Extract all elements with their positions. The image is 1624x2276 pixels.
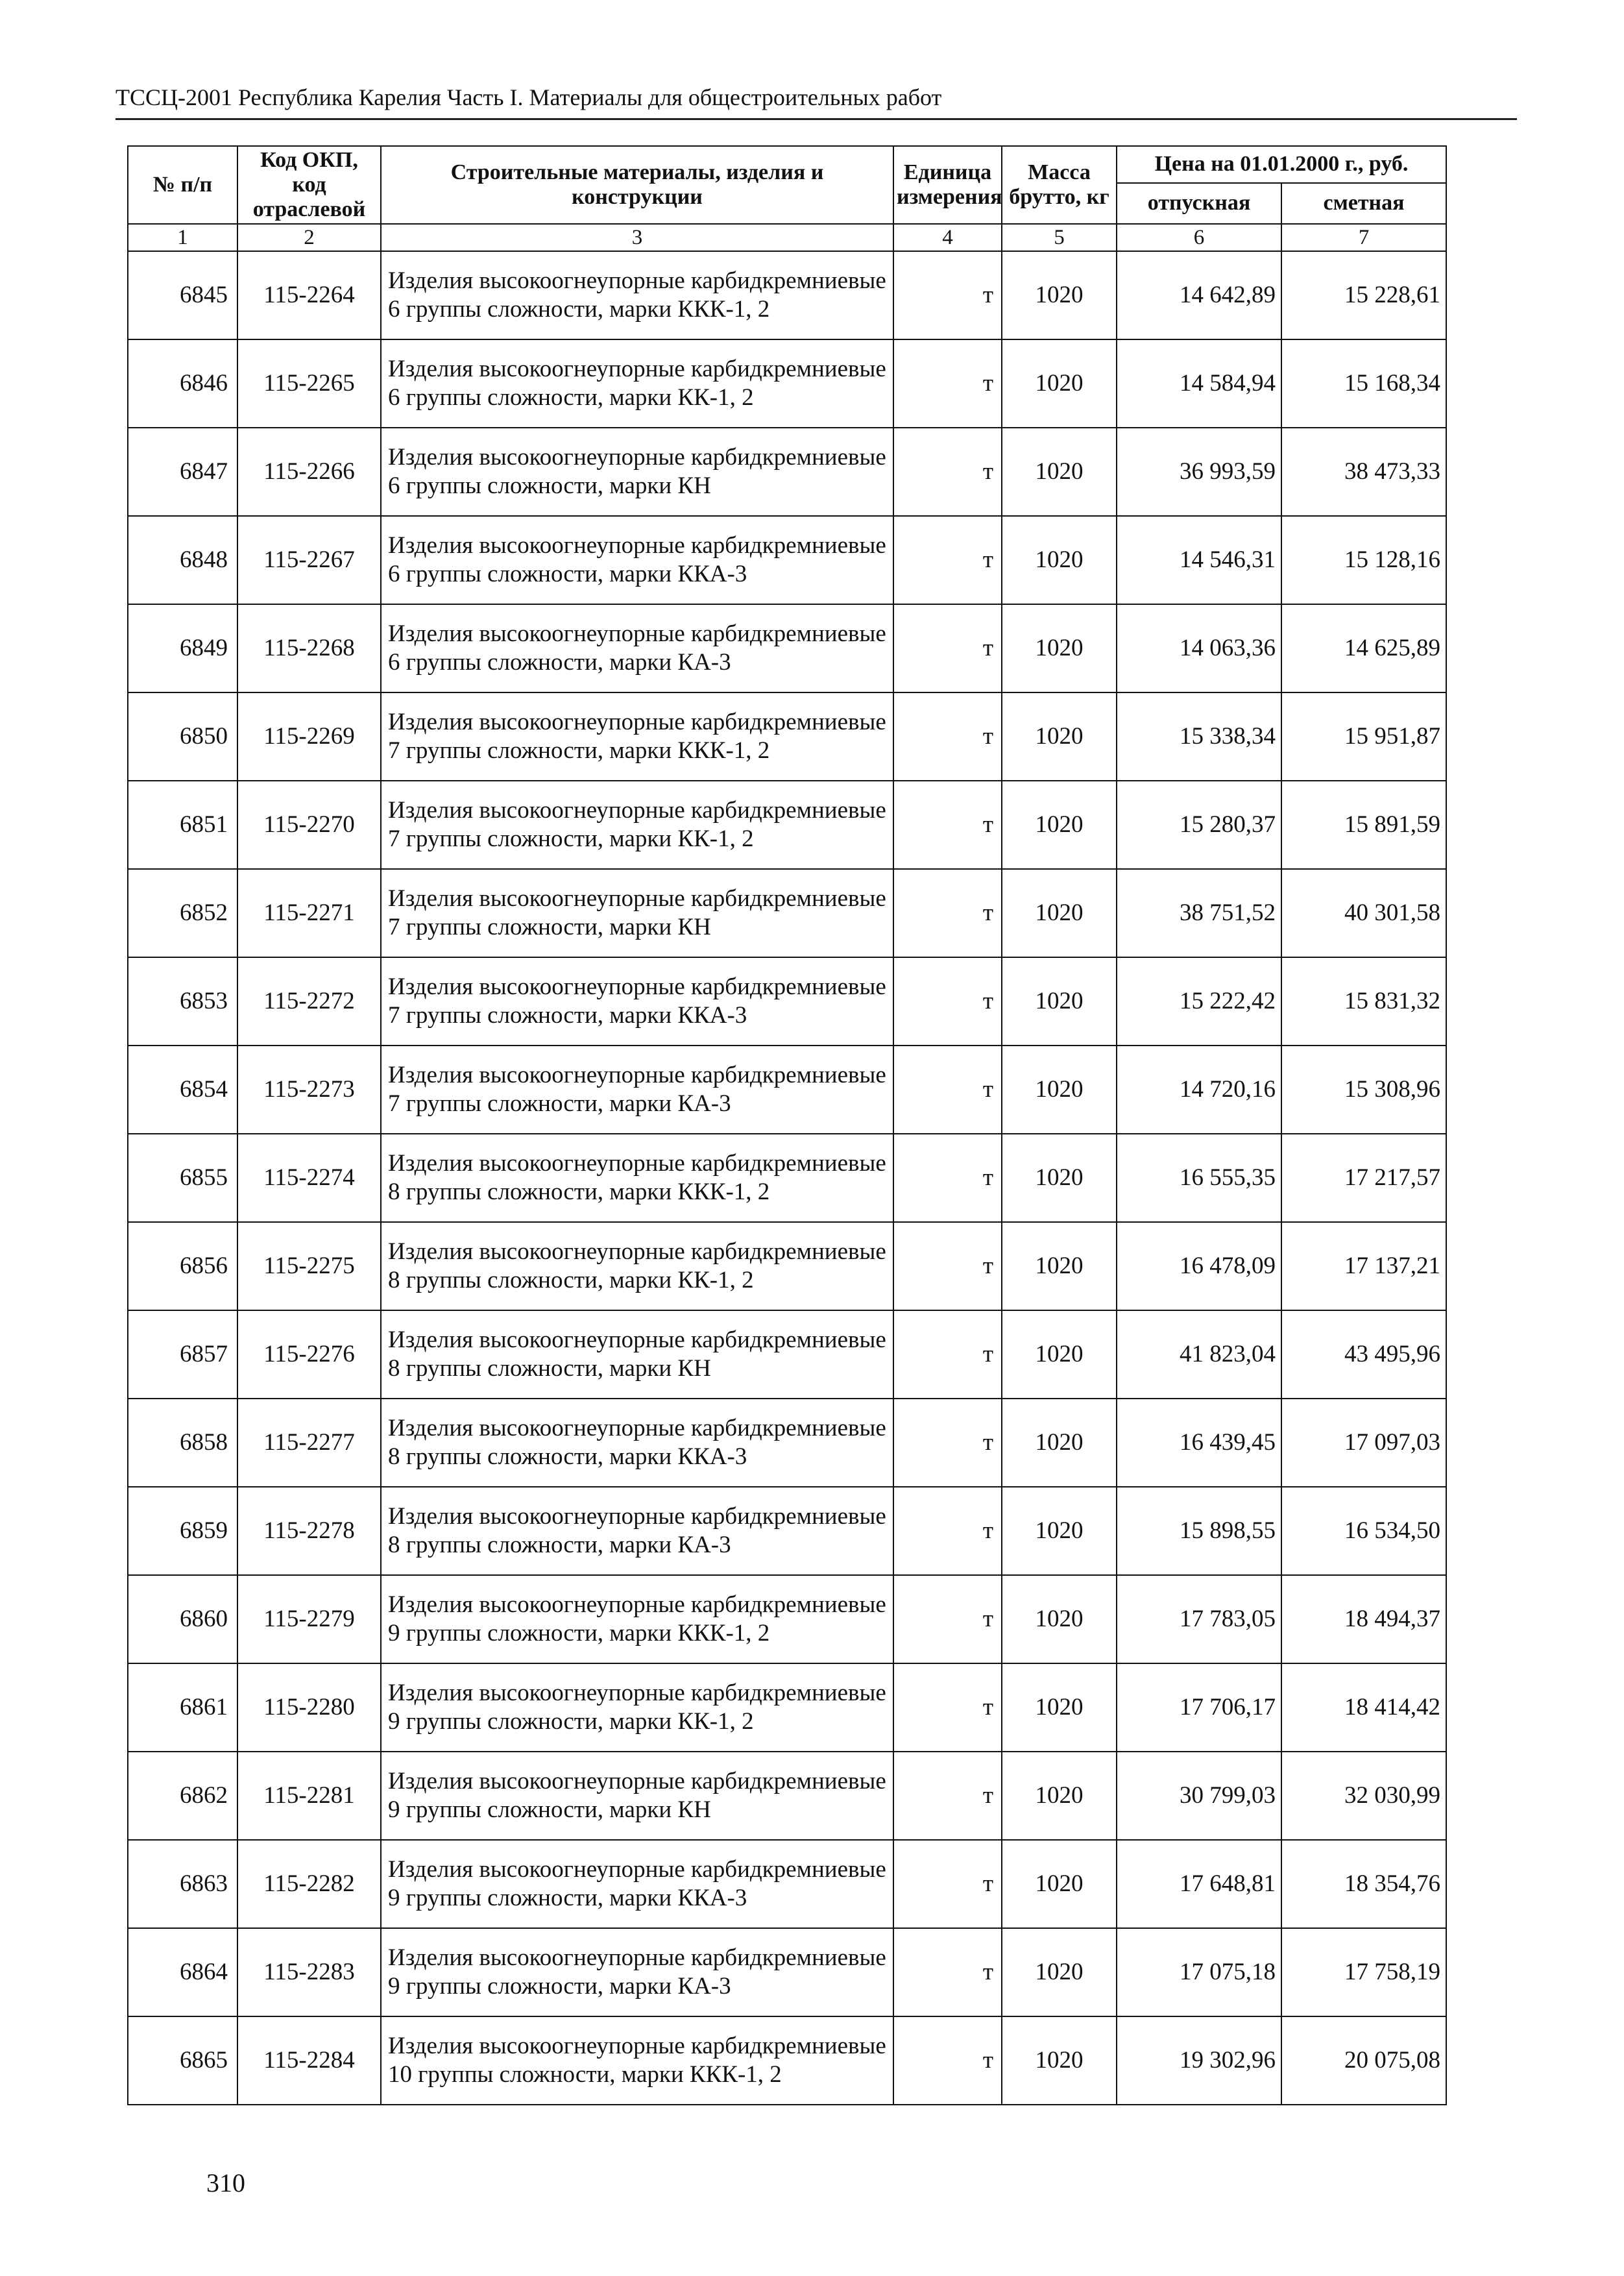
cell-okp-code: 115-2280 bbox=[237, 1663, 381, 1752]
header-material-name: Строительные материалы, изделия и конструкции bbox=[381, 146, 893, 224]
cell-material-name: Изделия высокоогнеупорные карбидкремниевые 8 группы сложности, марки ККА-3 bbox=[381, 1399, 893, 1487]
header-okp-code: Код ОКП, код отраслевой bbox=[237, 146, 381, 224]
cell-unit: т bbox=[893, 869, 1002, 957]
cell-row-number: 6850 bbox=[128, 692, 237, 781]
cell-unit: т bbox=[893, 428, 1002, 516]
cell-material-name: Изделия высокоогнеупорные карбидкремниевые 8 группы сложности, марки ККК-1, 2 bbox=[381, 1134, 893, 1222]
cell-material-name: Изделия высокоогнеупорные карбидкремниевые 7 группы сложности, марки ККА-3 bbox=[381, 957, 893, 1046]
cell-material-name: Изделия высокоогнеупорные карбидкремниевые 7 группы сложности, марки КА-3 bbox=[381, 1046, 893, 1134]
cell-material-name: Изделия высокоогнеупорные карбидкремниевые 9 группы сложности, марки КА-3 bbox=[381, 1928, 893, 2016]
cell-unit: т bbox=[893, 2016, 1002, 2105]
cell-okp-code: 115-2274 bbox=[237, 1134, 381, 1222]
header-mass: Масса брутто, кг bbox=[1002, 146, 1117, 224]
cell-price-estimate: 14 625,89 bbox=[1281, 604, 1446, 692]
table-row bbox=[128, 781, 1446, 869]
cell-price-release: 16 439,45 bbox=[1117, 1399, 1281, 1487]
cell-price-estimate: 38 473,33 bbox=[1281, 428, 1446, 516]
cell-unit: т bbox=[893, 339, 1002, 428]
cell-price-release: 17 706,17 bbox=[1117, 1663, 1281, 1752]
cell-row-number: 6845 bbox=[128, 251, 237, 339]
cell-mass: 1020 bbox=[1002, 604, 1117, 692]
cell-row-number: 6847 bbox=[128, 428, 237, 516]
table-row bbox=[128, 692, 1446, 781]
cell-material-name: Изделия высокоогнеупорные карбидкремниевые 6 группы сложности, марки ККА-3 bbox=[381, 516, 893, 604]
table-row bbox=[128, 1487, 1446, 1575]
cell-mass: 1020 bbox=[1002, 1487, 1117, 1575]
table-row bbox=[128, 1663, 1446, 1752]
cell-okp-code: 115-2283 bbox=[237, 1928, 381, 2016]
cell-price-estimate: 18 354,76 bbox=[1281, 1840, 1446, 1928]
cell-mass: 1020 bbox=[1002, 1310, 1117, 1399]
column-number-row bbox=[128, 224, 1446, 251]
table-row bbox=[128, 1222, 1446, 1310]
cell-row-number: 6853 bbox=[128, 957, 237, 1046]
header-rule bbox=[115, 118, 1517, 120]
cell-row-number: 6863 bbox=[128, 1840, 237, 1928]
table-row bbox=[128, 339, 1446, 428]
header-price-group: Цена на 01.01.2000 г., руб. bbox=[1117, 146, 1446, 183]
cell-okp-code: 115-2281 bbox=[237, 1752, 381, 1840]
page-number: 310 bbox=[206, 2168, 245, 2197]
cell-mass: 1020 bbox=[1002, 1663, 1117, 1752]
cell-material-name: Изделия высокоогнеупорные карбидкремниевые 9 группы сложности, марки ККК-1, 2 bbox=[381, 1575, 893, 1663]
cell-unit: т bbox=[893, 781, 1002, 869]
column-number: 6 bbox=[1117, 224, 1281, 251]
cell-material-name: Изделия высокоогнеупорные карбидкремниевые 6 группы сложности, марки КК-1, 2 bbox=[381, 339, 893, 428]
cell-unit: т bbox=[893, 1399, 1002, 1487]
cell-row-number: 6856 bbox=[128, 1222, 237, 1310]
cell-unit: т bbox=[893, 1840, 1002, 1928]
table-row bbox=[128, 604, 1446, 692]
cell-row-number: 6861 bbox=[128, 1663, 237, 1752]
cell-price-estimate: 17 217,57 bbox=[1281, 1134, 1446, 1222]
cell-mass: 1020 bbox=[1002, 1046, 1117, 1134]
cell-row-number: 6862 bbox=[128, 1752, 237, 1840]
cell-okp-code: 115-2282 bbox=[237, 1840, 381, 1928]
cell-material-name: Изделия высокоогнеупорные карбидкремниевые 7 группы сложности, марки ККК-1, 2 bbox=[381, 692, 893, 781]
cell-price-estimate: 17 137,21 bbox=[1281, 1222, 1446, 1310]
cell-price-release: 15 338,34 bbox=[1117, 692, 1281, 781]
cell-mass: 1020 bbox=[1002, 1752, 1117, 1840]
cell-unit: т bbox=[893, 1752, 1002, 1840]
cell-price-release: 30 799,03 bbox=[1117, 1752, 1281, 1840]
cell-unit: т bbox=[893, 1134, 1002, 1222]
column-number: 7 bbox=[1281, 224, 1446, 251]
cell-price-estimate: 18 414,42 bbox=[1281, 1663, 1446, 1752]
cell-row-number: 6859 bbox=[128, 1487, 237, 1575]
cell-price-release: 17 783,05 bbox=[1117, 1575, 1281, 1663]
cell-price-release: 19 302,96 bbox=[1117, 2016, 1281, 2105]
cell-row-number: 6864 bbox=[128, 1928, 237, 2016]
cell-unit: т bbox=[893, 516, 1002, 604]
cell-material-name: Изделия высокоогнеупорные карбидкремниевые 6 группы сложности, марки КН bbox=[381, 428, 893, 516]
cell-okp-code: 115-2279 bbox=[237, 1575, 381, 1663]
cell-mass: 1020 bbox=[1002, 1399, 1117, 1487]
cell-mass: 1020 bbox=[1002, 251, 1117, 339]
cell-price-estimate: 15 308,96 bbox=[1281, 1046, 1446, 1134]
cell-price-release: 16 555,35 bbox=[1117, 1134, 1281, 1222]
cell-price-estimate: 18 494,37 bbox=[1281, 1575, 1446, 1663]
cell-price-release: 14 063,36 bbox=[1117, 604, 1281, 692]
cell-material-name: Изделия высокоогнеупорные карбидкремниевые 9 группы сложности, марки КН bbox=[381, 1752, 893, 1840]
table-row bbox=[128, 1752, 1446, 1840]
cell-row-number: 6848 bbox=[128, 516, 237, 604]
table-row bbox=[128, 2016, 1446, 2105]
cell-okp-code: 115-2266 bbox=[237, 428, 381, 516]
cell-price-release: 14 546,31 bbox=[1117, 516, 1281, 604]
cell-price-release: 17 648,81 bbox=[1117, 1840, 1281, 1928]
cell-price-release: 14 720,16 bbox=[1117, 1046, 1281, 1134]
cell-price-estimate: 15 891,59 bbox=[1281, 781, 1446, 869]
table-row bbox=[128, 251, 1446, 339]
cell-material-name: Изделия высокоогнеупорные карбидкремниевые 8 группы сложности, марки КК-1, 2 bbox=[381, 1222, 893, 1310]
cell-okp-code: 115-2278 bbox=[237, 1487, 381, 1575]
cell-mass: 1020 bbox=[1002, 869, 1117, 957]
cell-okp-code: 115-2269 bbox=[237, 692, 381, 781]
cell-okp-code: 115-2270 bbox=[237, 781, 381, 869]
cell-price-estimate: 15 228,61 bbox=[1281, 251, 1446, 339]
cell-row-number: 6857 bbox=[128, 1310, 237, 1399]
cell-okp-code: 115-2273 bbox=[237, 1046, 381, 1134]
cell-okp-code: 115-2276 bbox=[237, 1310, 381, 1399]
cell-price-estimate: 40 301,58 bbox=[1281, 869, 1446, 957]
table-row bbox=[128, 1046, 1446, 1134]
cell-mass: 1020 bbox=[1002, 957, 1117, 1046]
cell-price-release: 38 751,52 bbox=[1117, 869, 1281, 957]
cell-material-name: Изделия высокоогнеупорные карбидкремниевые 9 группы сложности, марки ККА-3 bbox=[381, 1840, 893, 1928]
cell-okp-code: 115-2271 bbox=[237, 869, 381, 957]
cell-mass: 1020 bbox=[1002, 516, 1117, 604]
cell-row-number: 6858 bbox=[128, 1399, 237, 1487]
table-row bbox=[128, 1575, 1446, 1663]
header-num: № п/п bbox=[128, 146, 237, 224]
table-row bbox=[128, 1840, 1446, 1928]
cell-material-name: Изделия высокоогнеупорные карбидкремниевые 10 группы сложности, марки ККК-1, 2 bbox=[381, 2016, 893, 2105]
table-row bbox=[128, 428, 1446, 516]
column-number: 1 bbox=[128, 224, 237, 251]
cell-row-number: 6851 bbox=[128, 781, 237, 869]
table-row bbox=[128, 957, 1446, 1046]
cell-material-name: Изделия высокоогнеупорные карбидкремниевые 8 группы сложности, марки КА-3 bbox=[381, 1487, 893, 1575]
table-row bbox=[128, 1134, 1446, 1222]
cell-unit: т bbox=[893, 251, 1002, 339]
table-row bbox=[128, 869, 1446, 957]
table-row bbox=[128, 1310, 1446, 1399]
cell-row-number: 6849 bbox=[128, 604, 237, 692]
cell-price-estimate: 15 128,16 bbox=[1281, 516, 1446, 604]
cell-material-name: Изделия высокоогнеупорные карбидкремниевые 7 группы сложности, марки КН bbox=[381, 869, 893, 957]
column-number: 3 bbox=[381, 224, 893, 251]
cell-mass: 1020 bbox=[1002, 2016, 1117, 2105]
cell-material-name: Изделия высокоогнеупорные карбидкремниевые 9 группы сложности, марки КК-1, 2 bbox=[381, 1663, 893, 1752]
cell-unit: т bbox=[893, 1222, 1002, 1310]
cell-okp-code: 115-2275 bbox=[237, 1222, 381, 1310]
cell-row-number: 6852 bbox=[128, 869, 237, 957]
cell-mass: 1020 bbox=[1002, 692, 1117, 781]
cell-material-name: Изделия высокоогнеупорные карбидкремниевые 7 группы сложности, марки КК-1, 2 bbox=[381, 781, 893, 869]
cell-price-estimate: 15 168,34 bbox=[1281, 339, 1446, 428]
cell-okp-code: 115-2268 bbox=[237, 604, 381, 692]
cell-price-estimate: 32 030,99 bbox=[1281, 1752, 1446, 1840]
cell-mass: 1020 bbox=[1002, 1928, 1117, 2016]
cell-unit: т bbox=[893, 957, 1002, 1046]
cell-mass: 1020 bbox=[1002, 781, 1117, 869]
cell-unit: т bbox=[893, 1663, 1002, 1752]
cell-price-release: 15 222,42 bbox=[1117, 957, 1281, 1046]
cell-row-number: 6855 bbox=[128, 1134, 237, 1222]
cell-price-estimate: 20 075,08 bbox=[1281, 2016, 1446, 2105]
column-number: 2 bbox=[237, 224, 381, 251]
table-row bbox=[128, 1928, 1446, 2016]
cell-price-estimate: 15 951,87 bbox=[1281, 692, 1446, 781]
cell-price-release: 15 280,37 bbox=[1117, 781, 1281, 869]
cell-okp-code: 115-2264 bbox=[237, 251, 381, 339]
table-row bbox=[128, 516, 1446, 604]
cell-row-number: 6854 bbox=[128, 1046, 237, 1134]
header-price-estimate: сметная bbox=[1281, 183, 1446, 224]
cell-unit: т bbox=[893, 1928, 1002, 2016]
cell-price-release: 14 642,89 bbox=[1117, 251, 1281, 339]
cell-mass: 1020 bbox=[1002, 1575, 1117, 1663]
table-body bbox=[128, 251, 1446, 2105]
cell-unit: т bbox=[893, 692, 1002, 781]
cell-unit: т bbox=[893, 604, 1002, 692]
cell-mass: 1020 bbox=[1002, 1134, 1117, 1222]
column-number: 4 bbox=[893, 224, 1002, 251]
header-price-release: отпускная bbox=[1117, 183, 1281, 224]
cell-unit: т bbox=[893, 1310, 1002, 1399]
cell-mass: 1020 bbox=[1002, 428, 1117, 516]
cell-okp-code: 115-2267 bbox=[237, 516, 381, 604]
cell-material-name: Изделия высокоогнеупорные карбидкремниевые 6 группы сложности, марки ККК-1, 2 bbox=[381, 251, 893, 339]
cell-okp-code: 115-2265 bbox=[237, 339, 381, 428]
cell-mass: 1020 bbox=[1002, 339, 1117, 428]
table-row bbox=[128, 1399, 1446, 1487]
cell-mass: 1020 bbox=[1002, 1222, 1117, 1310]
cell-unit: т bbox=[893, 1046, 1002, 1134]
cell-price-estimate: 43 495,96 bbox=[1281, 1310, 1446, 1399]
cell-mass: 1020 bbox=[1002, 1840, 1117, 1928]
cell-material-name: Изделия высокоогнеупорные карбидкремниевые 6 группы сложности, марки КА-3 bbox=[381, 604, 893, 692]
cell-price-estimate: 17 097,03 bbox=[1281, 1399, 1446, 1487]
cell-price-release: 41 823,04 bbox=[1117, 1310, 1281, 1399]
cell-row-number: 6865 bbox=[128, 2016, 237, 2105]
cell-unit: т bbox=[893, 1575, 1002, 1663]
cell-price-release: 36 993,59 bbox=[1117, 428, 1281, 516]
column-number: 5 bbox=[1002, 224, 1117, 251]
cell-price-estimate: 17 758,19 bbox=[1281, 1928, 1446, 2016]
cell-price-estimate: 16 534,50 bbox=[1281, 1487, 1446, 1575]
cell-price-release: 14 584,94 bbox=[1117, 339, 1281, 428]
cell-row-number: 6860 bbox=[128, 1575, 237, 1663]
header-row-top bbox=[128, 146, 1446, 183]
cell-price-estimate: 15 831,32 bbox=[1281, 957, 1446, 1046]
cell-price-release: 15 898,55 bbox=[1117, 1487, 1281, 1575]
price-table bbox=[127, 145, 1447, 2105]
running-header: ТССЦ-2001 Республика Карелия Часть I. Материалы для общестроительных работ bbox=[115, 84, 942, 110]
cell-okp-code: 115-2277 bbox=[237, 1399, 381, 1487]
header-unit: Единица измерения bbox=[893, 146, 1002, 224]
cell-price-release: 16 478,09 bbox=[1117, 1222, 1281, 1310]
cell-okp-code: 115-2284 bbox=[237, 2016, 381, 2105]
cell-price-release: 17 075,18 bbox=[1117, 1928, 1281, 2016]
cell-okp-code: 115-2272 bbox=[237, 957, 381, 1046]
cell-unit: т bbox=[893, 1487, 1002, 1575]
cell-row-number: 6846 bbox=[128, 339, 237, 428]
cell-material-name: Изделия высокоогнеупорные карбидкремниевые 8 группы сложности, марки КН bbox=[381, 1310, 893, 1399]
